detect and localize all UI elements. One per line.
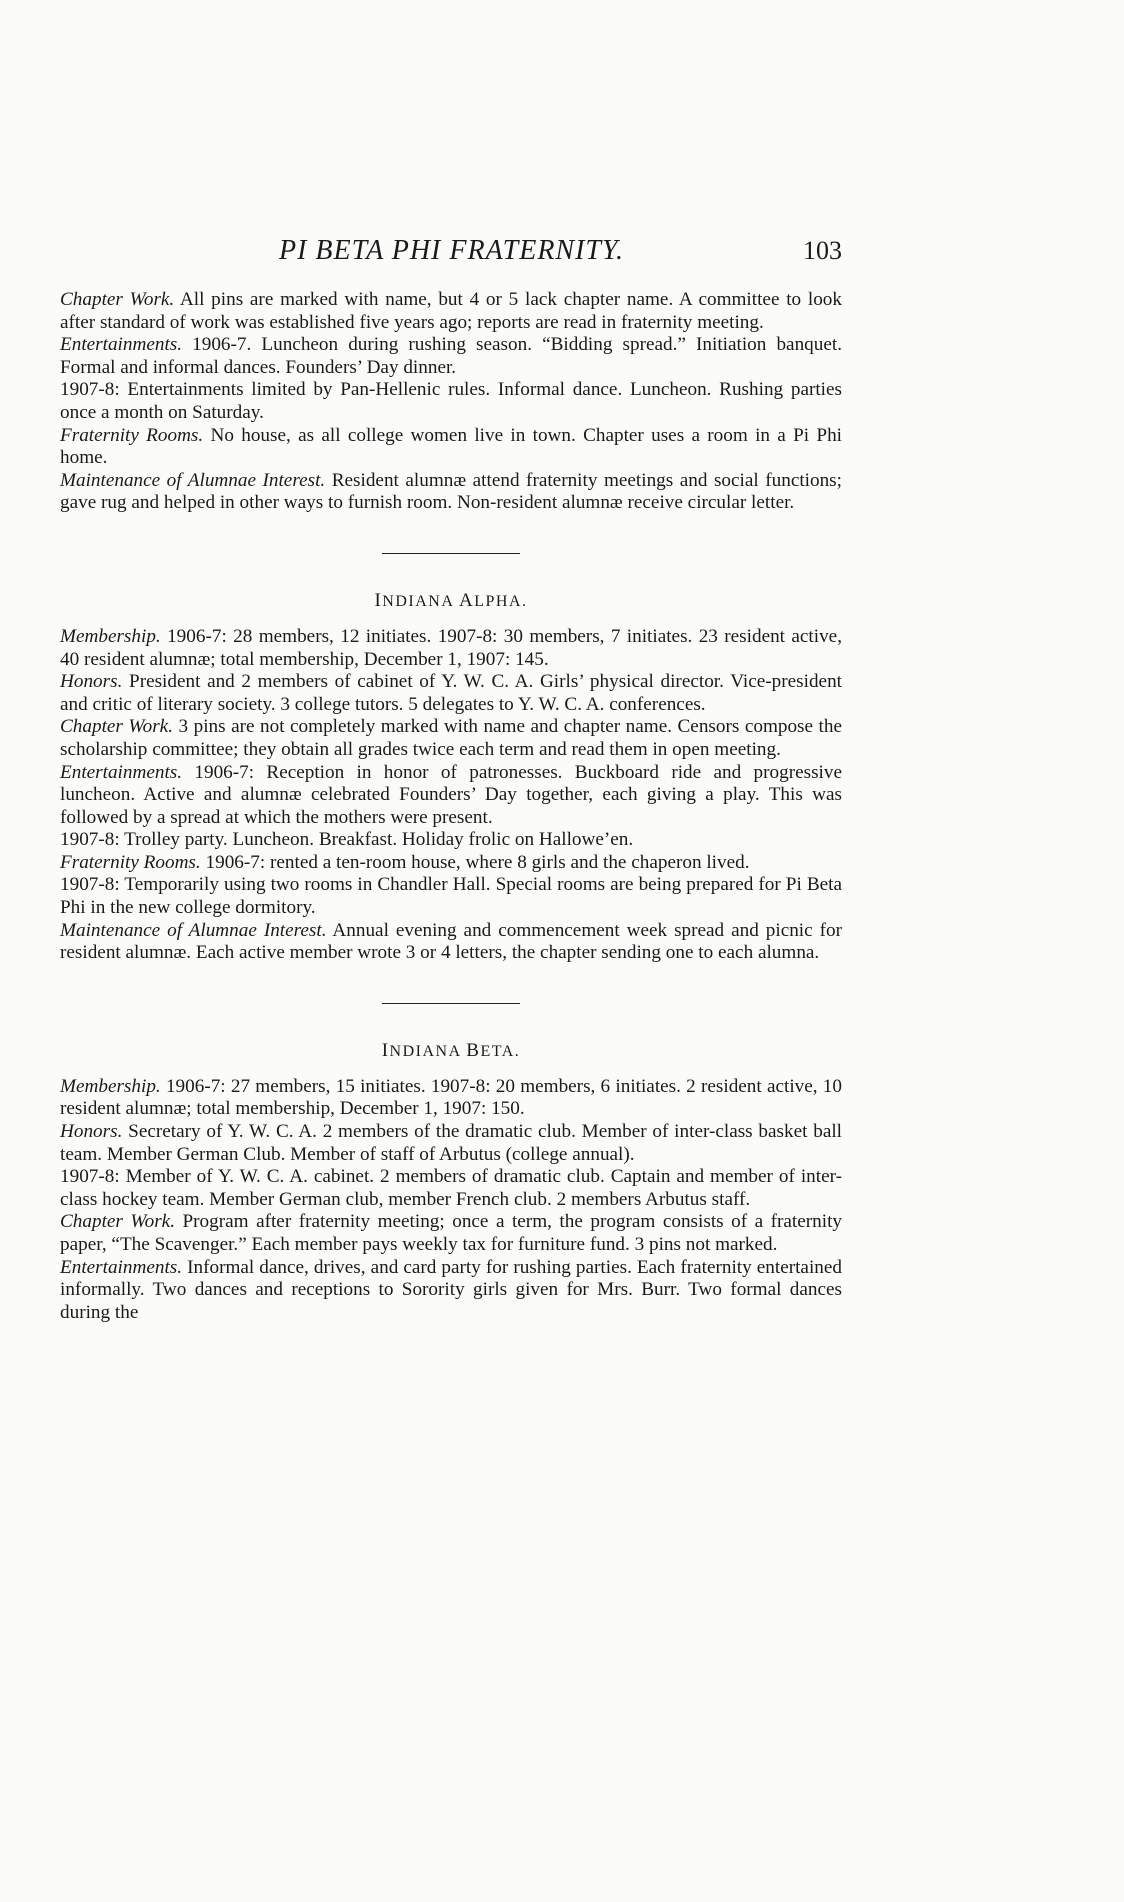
paragraph — [60, 852, 842, 875]
section-divider — [382, 553, 520, 554]
document-page — [60, 235, 842, 1324]
section-indiana-alpha — [60, 590, 842, 965]
paragraph — [60, 1121, 842, 1166]
paragraph — [60, 1166, 842, 1211]
paragraph — [60, 1211, 842, 1256]
paragraph-text: Resident alumnæ attend fraternity meetings and social functions; gave rug and helped in other ways to furnish room. Non-resident alumnæ receive circular letter. — [60, 469, 842, 514]
paragraph-lead: Entertainments. — [60, 334, 183, 356]
paragraph — [60, 626, 842, 671]
paragraph — [60, 289, 842, 334]
intro-section — [60, 289, 842, 515]
paragraph-text: 1906-7: 28 members, 12 initiates. 1907-8: 30 members, 7 initiates. 23 resident active, 40 resident alumnæ; total membership, December 1, 1907: 145. — [60, 625, 842, 670]
paragraph-text: 1906-7: Reception in honor of patronesses. Buckboard ride and progressive luncheon. Active and alumnæ celebrated Founders’ Day together, each giving a play. This was followed by a spread at which the mothers were present. — [60, 761, 842, 828]
paragraph — [60, 874, 842, 919]
paragraph-lead: Entertainments. — [60, 1256, 183, 1278]
paragraph — [60, 334, 842, 379]
paragraph-text: 1906-7: 27 members, 15 initiates. 1907-8: 20 members, 6 initiates. 2 resident active, 10 resident alumnæ; total membership, December 1, 1907: 150. — [60, 1075, 842, 1120]
paragraph — [60, 1257, 842, 1325]
running-head — [60, 235, 842, 267]
section-heading: INDIANA ALPHA. — [374, 589, 528, 611]
paragraph — [60, 470, 842, 515]
paragraph — [60, 762, 842, 830]
paragraph — [60, 829, 842, 852]
paragraph — [60, 425, 842, 470]
section-indiana-beta — [60, 1040, 842, 1325]
paragraph-text: 1907-8: Trolley party. Luncheon. Breakfast. Holiday frolic on Hallowe’en. — [60, 829, 634, 851]
paragraph — [60, 716, 842, 761]
paragraph-text: 3 pins are not completely marked with name and chapter name. Censors compose the scholarship committee; they obtain all grades twice each term and read them in open meeting. — [60, 716, 842, 760]
paragraph-text: 1906-7: rented a ten-room house, where 8 girls and the chaperon lived. — [200, 851, 750, 873]
paragraph-text: 1907-8: Entertainments limited by Pan-Hellenic rules. Informal dance. Luncheon. Rushing parties once a month on Saturday. — [60, 379, 842, 423]
paragraph-text: Program after fraternity meeting; once a term, the program consists of a fraternity paper, “The Scavenger.” Each member pays weekly tax for furniture fund. 3 pins not marked. — [60, 1211, 842, 1255]
paragraph-text: 1906-7. Luncheon during rushing season. “Bidding spread.” Initiation banquet. Formal and informal dances. Founders’ Day dinner. — [60, 334, 842, 378]
paragraph-text: 1907-8: Member of Y. W. C. A. cabinet. 2 members of dramatic club. Captain and member of inter-class hockey team. Member German club, member French club. 2 members Arbutus staff. — [60, 1166, 842, 1210]
paragraph-text: 1907-8: Temporarily using two rooms in Chandler Hall. Special rooms are being prepared for Pi Beta Phi in the new college dormitory. — [60, 874, 842, 919]
running-title: PI BETA PHI FRATERNITY. — [279, 235, 624, 266]
paragraph-lead: Chapter Work. — [60, 716, 173, 738]
section-heading: INDIANA BETA. — [381, 1039, 521, 1061]
paragraph-text: No house, as all college women live in town. Chapter uses a room in a Pi Phi home. — [60, 424, 842, 469]
page-number: 103 — [803, 236, 842, 265]
paragraph-lead: Chapter Work. — [60, 289, 175, 310]
paragraph — [60, 379, 842, 424]
paragraph-text: Annual evening and commencement week spread and picnic for resident alumnæ. Each active member wrote 3 or 4 letters, the chapter sending one to each alumna. — [60, 919, 842, 964]
paragraph-lead: Membership. — [60, 625, 161, 647]
paragraph-lead: Maintenance of Alumnae Interest. — [60, 919, 327, 941]
paragraph-text: All pins are marked with name, but 4 or 5 lack chapter name. A committee to look after standard of work was established five years ago; reports are read in fraternity meeting. — [60, 289, 842, 333]
paragraph-lead: Maintenance of Alumnae Interest. — [60, 469, 326, 491]
paragraph-lead: Chapter Work. — [60, 1211, 175, 1233]
paragraph — [60, 920, 842, 965]
paragraph — [60, 671, 842, 716]
paragraph-text: Informal dance, drives, and card party for rushing parties. Each fraternity entertained informally. Two dances and receptions to Sorority girls given for Mrs. Burr. Two formal dances during the — [60, 1256, 842, 1323]
paragraph-lead: Fraternity Rooms. — [60, 424, 204, 446]
paragraph-lead: Fraternity Rooms. — [60, 851, 201, 873]
paragraph-text: Secretary of Y. W. C. A. 2 members of the dramatic club. Member of inter-class basket ball team. Member German Club. Member of staff of Arbutus (college annual). — [60, 1121, 842, 1165]
paragraph-text: President and 2 members of cabinet of Y. W. C. A. Girls’ physical director. Vice-president and critic of literary society. 3 college tutors. 5 delegates to Y. W. C. A. conferences. — [60, 671, 842, 715]
section-divider — [382, 1003, 520, 1004]
paragraph-lead: Membership. — [60, 1075, 161, 1097]
paragraph-lead: Honors. — [60, 671, 123, 693]
paragraph-lead: Entertainments. — [60, 761, 183, 783]
paragraph-lead: Honors. — [60, 1121, 123, 1143]
paragraph — [60, 1076, 842, 1121]
